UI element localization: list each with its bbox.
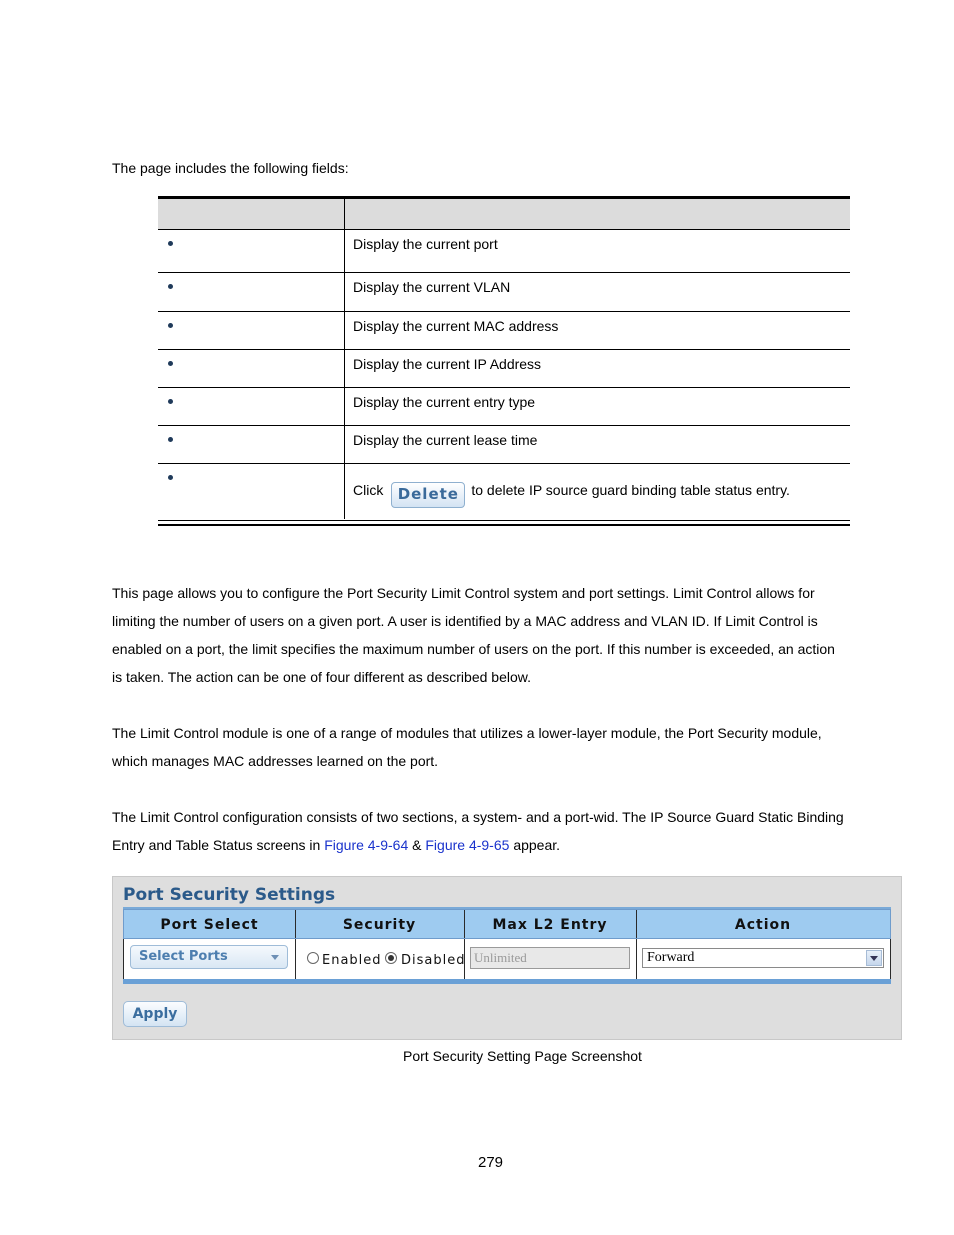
table-header [123,909,891,939]
paragraph-line: enabled on a port, the limit specifies the maximum number of users on the port. If this number is exceeded, an action [112,641,835,657]
security-enabled-radio[interactable] [307,952,319,964]
select-ports-dropdown[interactable]: Select Ports [130,945,288,969]
security-disabled-radio[interactable] [385,952,397,964]
table-bottom-bar [123,979,891,984]
chevron-down-icon [271,955,279,960]
bullet-icon [168,361,173,366]
table-row [158,426,850,464]
paragraph-1 [112,579,852,691]
table-row [158,230,850,273]
row-description: Display the current VLAN [353,279,511,295]
action-select[interactable]: Forward [642,948,884,968]
figure-link-64[interactable]: Figure 4-9-64 [324,837,409,853]
table-row [158,464,850,519]
paragraph-2 [112,719,852,775]
row-description: Display the current port [353,236,498,252]
table-bottom-rule [158,520,850,526]
row-description [353,482,790,508]
port-security-screenshot [112,876,902,1040]
row-description: Display the current MAC address [353,318,559,334]
port-select-cell [124,939,296,979]
row-description: Display the current IP Address [353,356,542,372]
intro-text: The page includes the following fields: [112,160,349,176]
delete-button[interactable]: Delete [391,482,465,508]
disabled-label: Disabled [401,953,466,968]
bullet-icon [168,437,173,442]
paragraph-line: The Limit Control configuration consists of two sections, a system- and a port-wid. The IP Source Guard Static Binding [112,809,844,825]
figure-caption: Port Security Setting Page Screenshot [403,1048,642,1064]
paragraph-line: This page allows you to configure the Port Security Limit Control system and port settings. Limit Control allows for [112,585,815,601]
table-row [158,388,850,426]
paragraph-3 [112,803,852,859]
table-header [158,199,850,230]
page-number: 279 [478,1154,504,1171]
click-text: Click [353,482,384,498]
table-row [158,350,850,388]
header-port-select: Port Select [124,910,296,938]
row-description: Display the current lease time [353,432,538,448]
table-row [158,312,850,350]
bullet-icon [168,475,173,480]
paragraph-line: The Limit Control module is one of a range of modules that utilizes a lower-layer module, the Port Security module, [112,725,822,741]
max-l2-entry-input[interactable]: Unlimited [470,947,630,969]
header-max-l2-entry: Max L2 Entry [464,910,637,938]
table-row [158,273,850,312]
table-row [123,939,891,979]
bullet-icon [168,241,173,246]
bullet-icon [168,323,173,328]
enabled-label: Enabled [322,953,382,968]
security-cell [295,939,465,979]
chevron-down-icon [866,950,882,966]
delete-description: to delete IP source guard binding table status entry. [471,482,790,498]
action-cell [636,939,890,979]
header-action: Action [734,917,792,933]
paragraph-line: is taken. The action can be one of four different as described below. [112,669,531,685]
bullet-icon [168,399,173,404]
fields-table [158,196,850,526]
bullet-icon [168,284,173,289]
paragraph-line: which manages MAC addresses learned on the port. [112,753,439,769]
header-security: Security [295,910,465,938]
row-description: Display the current entry type [353,394,536,410]
panel-title: Port Security Settings [123,885,336,905]
port-security-table [123,909,891,985]
max-l2-cell [464,939,637,979]
apply-button[interactable]: Apply [123,1001,187,1027]
paragraph-line: limiting the number of users on a given port. A user is identified by a MAC address and VLAN ID. If Limit Control is [112,613,818,629]
paragraph-line: Entry and Table Status screens in Figure 4-9-64 & Figure 4-9-65 appear. [112,837,561,853]
figure-link-65[interactable]: Figure 4-9-65 [425,837,510,853]
